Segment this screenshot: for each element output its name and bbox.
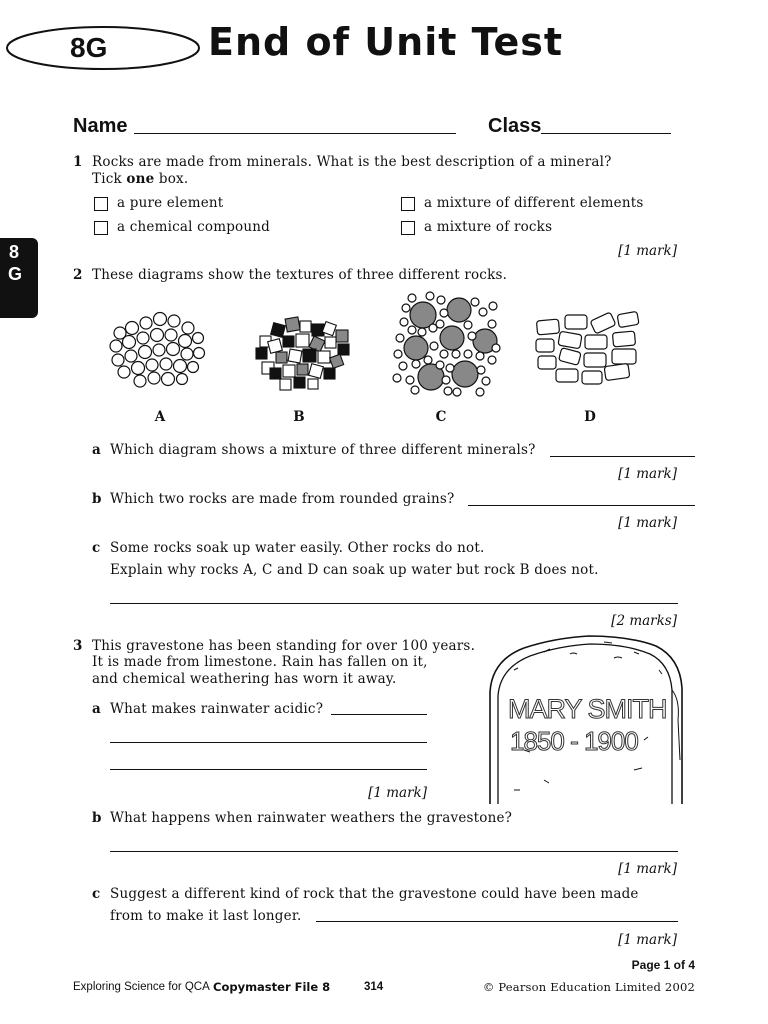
rock-c-texture: [393, 292, 500, 396]
q3b-answer-line[interactable]: [110, 851, 678, 852]
q3a-answer-line-3[interactable]: [110, 769, 427, 770]
class-label: Class: [488, 115, 542, 137]
q3c-text-1: Suggest a different kind of rock that the gravestone could have been made: [110, 886, 639, 902]
q3-number: 3: [73, 638, 83, 654]
q2a-letter: a: [92, 442, 101, 458]
side-tab-line1: 8: [9, 242, 20, 262]
q3c-answer-line[interactable]: [316, 921, 678, 922]
q1-instruction: [92, 171, 188, 187]
page-title: End of Unit Test: [208, 20, 564, 64]
q3-text-3: and chemical weathering has worn it away.: [92, 671, 397, 687]
q2b-marks: [1 mark]: [618, 515, 677, 531]
q2b-answer-line[interactable]: [468, 505, 695, 506]
q3a-letter: a: [92, 701, 101, 717]
q3-text-2: It is made from limestone. Rain has fallen on it,: [92, 654, 428, 670]
q1-instruction-post: box.: [154, 171, 189, 187]
q3b-marks: [1 mark]: [618, 861, 677, 877]
gravestone-name: MARY SMITH: [508, 694, 667, 724]
q3a-answer-line-1[interactable]: [331, 714, 427, 715]
rock-d-texture: [536, 311, 639, 384]
q3c-marks: [1 mark]: [618, 932, 677, 948]
side-tab: [0, 238, 38, 318]
rock-label-b: B: [293, 409, 305, 425]
q2c-text-2: Explain why rocks A, C and D can soak up water but rock B does not.: [110, 562, 599, 578]
q2c-answer-line[interactable]: [110, 603, 678, 604]
q2a-answer-line[interactable]: [550, 456, 695, 457]
q1-marks: [1 mark]: [618, 243, 677, 259]
class-field[interactable]: [541, 133, 671, 134]
rock-label-a: A: [154, 409, 166, 425]
page-indicator: Page 1 of 4: [631, 958, 695, 972]
rock-label-c: C: [435, 409, 447, 425]
q1-option-4: a mixture of rocks: [424, 219, 553, 235]
q2c-text-1: Some rocks soak up water easily. Other rocks do not.: [110, 540, 485, 556]
name-label: Name: [73, 115, 128, 137]
side-tab-line2: G: [8, 264, 23, 284]
footer-copyright: © Pearson Education Limited 2002: [482, 980, 695, 994]
rock-a-texture: [110, 313, 205, 388]
q1-instruction-pre: Tick: [92, 171, 127, 187]
footer-series: Exploring Science for QCA: [73, 981, 210, 993]
q3a-marks: [1 mark]: [368, 785, 427, 801]
q2c-marks: [2 marks]: [611, 613, 677, 629]
q1-option-2: a mixture of different elements: [424, 195, 644, 211]
q3c-letter: c: [92, 886, 101, 902]
rock-label-d: D: [584, 409, 596, 425]
q1-number: 1: [73, 154, 83, 170]
unit-code: 8G: [70, 32, 108, 63]
q2c-letter: c: [92, 540, 101, 556]
q2b-letter: b: [92, 491, 102, 507]
q1-option-3: a chemical compound: [117, 219, 271, 235]
q1-option-1: a pure element: [117, 195, 224, 211]
rock-texture-diagrams: [100, 288, 650, 398]
q1-text: Rocks are made from minerals. What is the best description of a mineral?: [92, 154, 612, 170]
q1-checkbox-4[interactable]: [401, 221, 415, 235]
q2a-text: Which diagram shows a mixture of three different minerals?: [110, 442, 536, 458]
q1-instruction-bold: one: [126, 171, 155, 187]
q3-text-1: This gravestone has been standing for over 100 years.: [92, 638, 476, 654]
q3a-text: What makes rainwater acidic?: [110, 701, 324, 717]
name-field[interactable]: [134, 133, 456, 134]
q3b-letter: b: [92, 810, 102, 826]
gravestone-dates: 1850 - 1900: [510, 726, 638, 756]
q1-checkbox-1[interactable]: [94, 197, 108, 211]
footer-copymaster: Copymaster File 8: [213, 980, 331, 994]
q2a-marks: [1 mark]: [618, 466, 677, 482]
q1-checkbox-3[interactable]: [94, 221, 108, 235]
q1-checkbox-2[interactable]: [401, 197, 415, 211]
rock-b-texture: [256, 317, 349, 390]
q3b-text: What happens when rainwater weathers the gravestone?: [110, 810, 513, 826]
q2-number: 2: [73, 267, 83, 283]
q3c-text-2: from to make it last longer.: [110, 908, 302, 924]
q3a-answer-line-2[interactable]: [110, 742, 427, 743]
q2b-text: Which two rocks are made from rounded grains?: [110, 491, 455, 507]
footer-page-number: 314: [364, 981, 384, 993]
q2-text: These diagrams show the textures of three different rocks.: [92, 267, 508, 283]
